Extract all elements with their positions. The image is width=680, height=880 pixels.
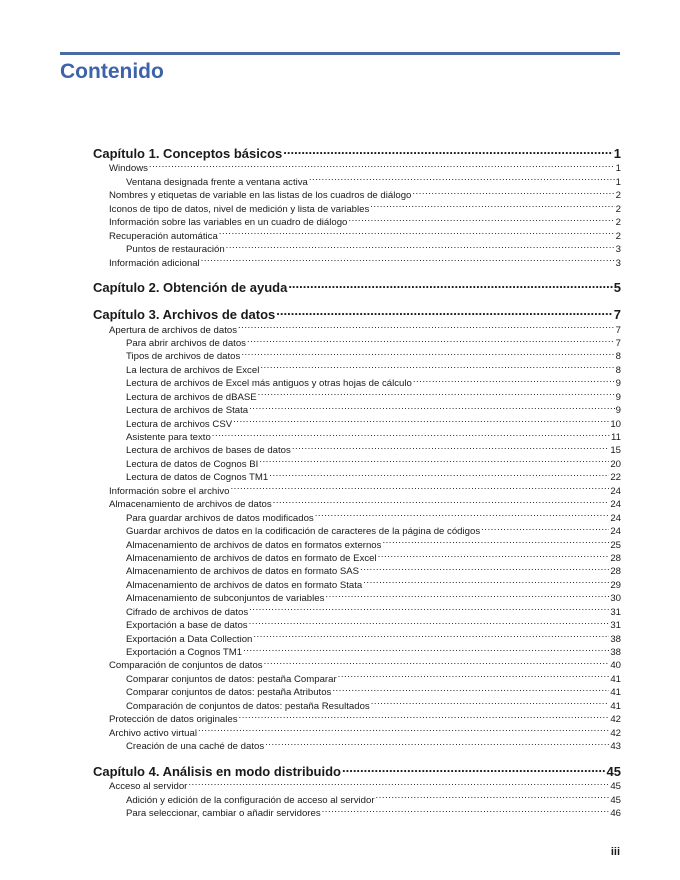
toc-subsection-label: Para guardar archivos de datos modificados bbox=[126, 512, 314, 524]
dot-leader bbox=[376, 789, 610, 802]
toc-subsection-page: 3 bbox=[615, 244, 621, 256]
page-number: iii bbox=[610, 846, 620, 858]
toc-section-page: 2 bbox=[615, 217, 621, 229]
dot-leader bbox=[258, 386, 615, 399]
dot-leader bbox=[231, 480, 610, 493]
dot-leader bbox=[269, 467, 609, 480]
toc-section-label: Información sobre las variables en un cuadro de diálogo bbox=[109, 217, 348, 229]
toc-chapter-page: 1 bbox=[613, 146, 621, 161]
toc-chapter-page: 45 bbox=[606, 763, 621, 779]
dot-leader bbox=[382, 534, 609, 547]
dot-leader bbox=[288, 275, 612, 292]
toc-subsection-page: 9 bbox=[615, 378, 621, 390]
toc-chapter-label: Capítulo 1. Conceptos básicos bbox=[93, 146, 283, 161]
dot-leader bbox=[371, 695, 610, 708]
dot-leader bbox=[309, 171, 615, 184]
toc-subsection-label: Almacenamiento de subconjuntos de variables bbox=[126, 593, 325, 605]
dot-leader bbox=[322, 803, 610, 816]
dot-leader bbox=[342, 759, 606, 776]
toc-subsection-label: Para abrir archivos de datos bbox=[126, 337, 246, 349]
toc-subsection-label: Asistente para texto bbox=[126, 432, 211, 444]
dot-leader bbox=[360, 561, 609, 574]
toc-subsection-label: Tipos de archivos de datos bbox=[126, 351, 241, 363]
toc-subsection-label: Comparación de conjuntos de datos: pestaña Resultados bbox=[126, 700, 370, 712]
toc-chapter[interactable] bbox=[93, 141, 621, 161]
toc-subsection-label: Exportación a Cognos TM1 bbox=[126, 647, 243, 659]
toc-subsection-page: 28 bbox=[610, 566, 621, 578]
toc-subsection-label: Exportación a base de datos bbox=[126, 620, 248, 632]
toc-subsection-page: 46 bbox=[610, 808, 621, 820]
page-title: Contenido bbox=[60, 60, 164, 83]
dot-leader bbox=[273, 494, 610, 507]
dot-leader bbox=[253, 628, 609, 641]
toc-subsection-page: 8 bbox=[615, 351, 621, 363]
toc-section-label: Archivo activo virtual bbox=[109, 727, 197, 739]
toc-subsection-page: 10 bbox=[610, 418, 621, 430]
toc-section-page: 24 bbox=[610, 499, 621, 511]
toc-subsection-page: 41 bbox=[610, 673, 621, 685]
toc-subsection-label: Almacenamiento de archivos de datos en formato de Excel bbox=[126, 552, 377, 564]
toc-section-label: Información adicional bbox=[109, 257, 200, 269]
toc-subsection-label: Lectura de datos de Cognos TM1 bbox=[126, 472, 269, 484]
dot-leader bbox=[363, 574, 609, 587]
toc-section-label: Información sobre el archivo bbox=[109, 485, 230, 497]
toc-subsection-page: 25 bbox=[610, 539, 621, 551]
toc-section-page: 40 bbox=[610, 660, 621, 672]
toc-subsection-page: 1 bbox=[615, 176, 621, 188]
dot-leader bbox=[247, 333, 615, 346]
dot-leader bbox=[260, 359, 614, 372]
toc-subsection-label: Lectura de archivos de Stata bbox=[126, 405, 249, 417]
dot-leader bbox=[243, 642, 609, 655]
dot-leader bbox=[265, 736, 609, 749]
toc-subsection-page: 41 bbox=[610, 687, 621, 699]
toc-subsection-page: 30 bbox=[610, 593, 621, 605]
toc-subsection-page: 9 bbox=[615, 405, 621, 417]
dot-leader bbox=[226, 239, 615, 252]
toc-section-label: Acceso al servidor bbox=[109, 781, 188, 793]
toc-section-label: Windows bbox=[109, 163, 148, 175]
dot-leader bbox=[264, 655, 610, 668]
toc-subsection-label: Exportación a Data Collection bbox=[126, 633, 253, 645]
dot-leader bbox=[325, 588, 609, 601]
dot-leader bbox=[292, 440, 610, 453]
toc-subsection-page: 8 bbox=[615, 364, 621, 376]
toc-subsection-page: 22 bbox=[610, 472, 621, 484]
toc-chapter-label: Capítulo 2. Obtención de ayuda bbox=[93, 280, 288, 296]
toc-section-label: Nombres y etiquetas de variable en las listas de los cuadros de diálogo bbox=[109, 190, 412, 202]
toc-subsection-page: 9 bbox=[615, 391, 621, 403]
title-rule bbox=[60, 52, 620, 55]
dot-leader bbox=[412, 185, 614, 198]
toc-subsection[interactable] bbox=[93, 171, 621, 188]
toc-chapter-page: 5 bbox=[613, 280, 621, 296]
toc-subsection-label: Para seleccionar, cambiar o añadir servidores bbox=[126, 808, 321, 820]
toc-section-label: Almacenamiento de archivos de datos bbox=[109, 499, 272, 511]
toc-subsection-label: Comparar conjuntos de datos: pestaña Comparar bbox=[126, 673, 337, 685]
dot-leader bbox=[241, 346, 614, 359]
toc-chapter-label: Capítulo 4. Análisis en modo distribuido bbox=[93, 763, 341, 779]
dot-leader bbox=[249, 615, 610, 628]
toc-section-page: 2 bbox=[615, 203, 621, 215]
dot-leader bbox=[332, 682, 609, 695]
dot-leader bbox=[238, 319, 615, 332]
toc-subsection-label: Ventana designada frente a ventana activa bbox=[126, 176, 308, 188]
toc-section-label: Protección de datos originales bbox=[109, 714, 238, 726]
toc-subsection-page: 28 bbox=[610, 552, 621, 564]
dot-leader bbox=[370, 198, 614, 211]
toc-subsection-page: 41 bbox=[610, 700, 621, 712]
dot-leader bbox=[249, 601, 609, 614]
dot-leader bbox=[481, 521, 609, 534]
toc-subsection-label: Cifrado de archivos de datos bbox=[126, 606, 249, 618]
toc-subsection-page: 31 bbox=[610, 606, 621, 618]
toc-section-page: 42 bbox=[610, 727, 621, 739]
toc-section[interactable] bbox=[93, 158, 621, 175]
toc-subsection-label: Creación de una caché de datos bbox=[126, 741, 265, 753]
dot-leader bbox=[315, 507, 610, 520]
dot-leader bbox=[201, 252, 615, 265]
toc-subsection-label: Guardar archivos de datos en la codificación de caracteres de la página de códigos bbox=[126, 526, 481, 538]
toc-subsection-label: Lectura de archivos de dBASE bbox=[126, 391, 257, 403]
toc-subsection-label: Almacenamiento de archivos de datos en formato Stata bbox=[126, 579, 363, 591]
dot-leader bbox=[212, 427, 610, 440]
dot-leader bbox=[338, 668, 610, 681]
toc-chapter[interactable] bbox=[93, 302, 621, 323]
toc-subsection-page: 38 bbox=[610, 633, 621, 645]
toc-subsection-page: 24 bbox=[610, 526, 621, 538]
dot-leader bbox=[249, 400, 615, 413]
toc-section-label: Apertura de archivos de datos bbox=[109, 324, 237, 336]
dot-leader bbox=[283, 141, 613, 158]
dot-leader bbox=[239, 709, 610, 722]
toc-subsection-label: Lectura de datos de Cognos BI bbox=[126, 458, 259, 470]
dot-leader bbox=[276, 302, 612, 319]
dot-leader bbox=[413, 373, 615, 386]
toc-subsection-label: Adición y edición de la configuración de acceso al servidor bbox=[126, 794, 375, 806]
toc-section-page: 42 bbox=[610, 714, 621, 726]
toc-chapter[interactable] bbox=[93, 759, 621, 779]
dot-leader bbox=[219, 225, 615, 238]
toc-subsection-page: 38 bbox=[610, 647, 621, 659]
toc-subsection-page: 43 bbox=[610, 741, 621, 753]
toc-subsection-label: Almacenamiento de archivos de datos en formato SAS bbox=[126, 566, 360, 578]
toc-section-page: 3 bbox=[615, 257, 621, 269]
toc-subsection-page: 31 bbox=[610, 620, 621, 632]
toc-subsection-label: Lectura de archivos de Excel más antiguos y otras hojas de cálculo bbox=[126, 378, 412, 390]
toc-section-page: 45 bbox=[610, 781, 621, 793]
toc-chapter-page: 7 bbox=[613, 307, 621, 323]
toc-chapter[interactable] bbox=[93, 275, 621, 296]
toc-section-page: 7 bbox=[615, 324, 621, 336]
table-of-contents bbox=[93, 141, 621, 820]
toc-section-label: Recuperación automática bbox=[109, 230, 218, 242]
toc-subsection-page: 24 bbox=[610, 512, 621, 524]
toc-section-page: 24 bbox=[610, 485, 621, 497]
toc-subsection-label: Lectura de archivos de bases de datos bbox=[126, 445, 291, 457]
toc-section-page: 1 bbox=[615, 163, 621, 175]
dot-leader bbox=[259, 453, 609, 466]
toc-section-label: Comparación de conjuntos de datos bbox=[109, 660, 263, 672]
toc-subsection-page: 7 bbox=[615, 337, 621, 349]
dot-leader bbox=[188, 776, 609, 789]
dot-leader bbox=[149, 158, 615, 171]
toc-subsection-label: Almacenamiento de archivos de datos en formatos externos bbox=[126, 539, 382, 551]
toc-chapter-label: Capítulo 3. Archivos de datos bbox=[93, 307, 276, 323]
dot-leader bbox=[348, 212, 614, 225]
dot-leader bbox=[233, 413, 609, 426]
toc-subsection-page: 29 bbox=[610, 579, 621, 591]
toc-subsection-label: La lectura de archivos de Excel bbox=[126, 364, 260, 376]
dot-leader bbox=[198, 722, 609, 735]
toc-subsection-page: 45 bbox=[610, 794, 621, 806]
toc-subsection-label: Puntos de restauración bbox=[126, 244, 225, 256]
toc-subsection-label: Lectura de archivos CSV bbox=[126, 418, 233, 430]
toc-subsection-label: Comparar conjuntos de datos: pestaña Atributos bbox=[126, 687, 332, 699]
toc-section-page: 2 bbox=[615, 190, 621, 202]
toc-section-page: 2 bbox=[615, 230, 621, 242]
dot-leader bbox=[378, 548, 610, 561]
toc-subsection-page: 15 bbox=[610, 445, 621, 457]
toc-subsection-page: 20 bbox=[610, 458, 621, 470]
toc-section-label: Iconos de tipo de datos, nivel de medición y lista de variables bbox=[109, 203, 370, 215]
toc-subsection-page: 11 bbox=[611, 432, 621, 444]
